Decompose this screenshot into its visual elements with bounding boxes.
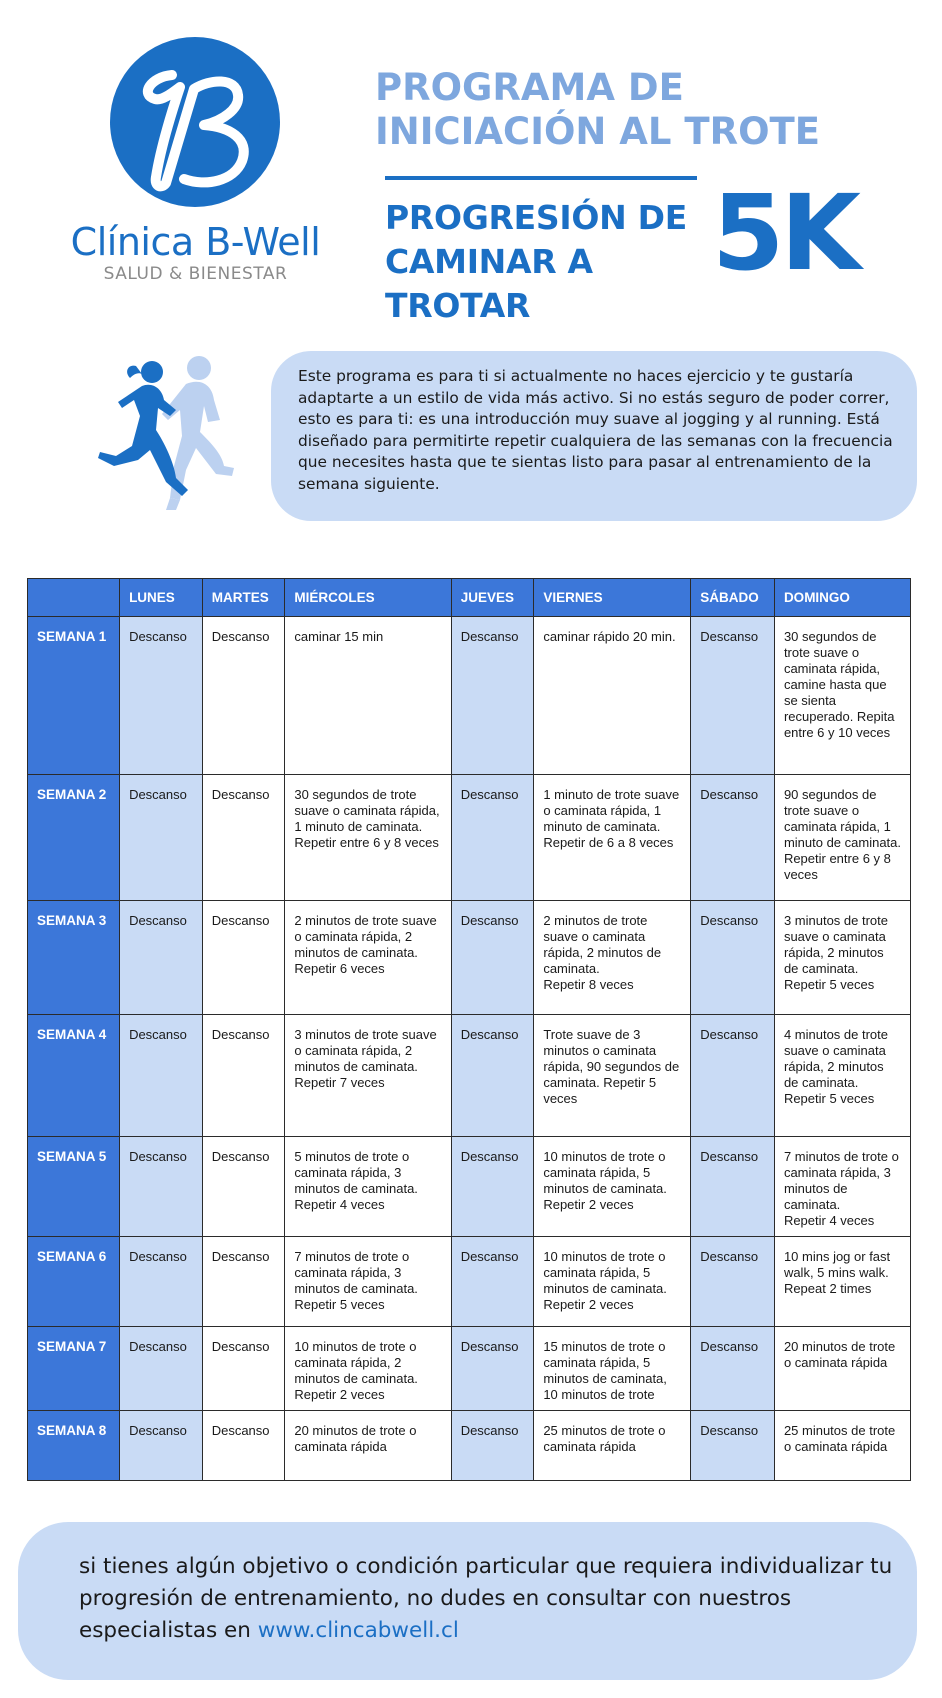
cell-viernes: 10 minutos de trote o caminata rápida, 5 minutos de caminata. Repetir 2 veces: [534, 1137, 691, 1237]
week-label: SEMANA 4: [28, 1015, 120, 1137]
table-row: [28, 1327, 911, 1411]
cell-sabado: Descanso: [691, 1327, 775, 1411]
program-subtitle-line1: PROGRESIÓN DE: [385, 198, 687, 237]
cell-sabado: Descanso: [691, 775, 775, 901]
cell-domingo: 4 minutos de trote suave o caminata rápida, 2 minutos de caminata. Repetir 5 veces: [774, 1015, 910, 1137]
program-title-line1: PROGRAMA DE: [375, 66, 684, 109]
intro-text: Este programa es para ti si actualmente no haces ejercicio y te gustaría adaptarte a un estilo de vida más activo. Si no estás seguro de poder correr, esto es para ti: es una introducción muy suave al jogging y al running. Está diseñado para permitirte repetir cualquiera de las semanas con la frecuencia que necesites hasta que te sientas listo para pasar al entrenamiento de la semana siguiente.: [298, 367, 893, 493]
cell-miercoles: 10 minutos de trote o caminata rápida, 2 minutos de caminata. Repetir 2 veces: [285, 1327, 451, 1411]
b-letter-icon: [110, 37, 280, 207]
brand-name: Clínica B-Well: [70, 220, 321, 264]
table-row: [28, 1015, 911, 1137]
header-jueves: JUEVES: [451, 579, 534, 617]
cell-lunes: Descanso: [120, 1411, 203, 1481]
cell-martes: Descanso: [202, 1137, 285, 1237]
cell-viernes: 2 minutos de trote suave o caminata rápida, 2 minutos de caminata. Repetir 8 veces: [534, 901, 691, 1015]
table-row: [28, 1411, 911, 1481]
cell-viernes: 10 minutos de trote o caminata rápida, 5 minutos de caminata. Repetir 2 veces: [534, 1237, 691, 1327]
table-row: [28, 1237, 911, 1327]
header-miercoles: MIÉRCOLES: [285, 579, 451, 617]
week-label: SEMANA 8: [28, 1411, 120, 1481]
cell-jueves: Descanso: [451, 1237, 534, 1327]
cell-miercoles: 30 segundos de trote suave o caminata rápida, 1 minuto de caminata. Repetir entre 6 y 8 veces: [285, 775, 451, 901]
cell-miercoles: 5 minutos de trote o caminata rápida, 3 minutos de caminata. Repetir 4 veces: [285, 1137, 451, 1237]
cell-domingo: 7 minutos de trote o caminata rápida, 3 minutos de caminata. Repetir 4 veces: [774, 1137, 910, 1237]
cell-jueves: Descanso: [451, 1137, 534, 1237]
cell-domingo: 20 minutos de trote o caminata rápida: [774, 1327, 910, 1411]
week-label: SEMANA 3: [28, 901, 120, 1015]
cell-martes: Descanso: [202, 1411, 285, 1481]
cell-lunes: Descanso: [120, 1137, 203, 1237]
cell-lunes: Descanso: [120, 1327, 203, 1411]
footer-text: [79, 1551, 899, 1647]
clinic-logo: [110, 37, 280, 207]
header-martes: MARTES: [202, 579, 285, 617]
week-label: SEMANA 2: [28, 775, 120, 901]
header-sabado: SÁBADO: [691, 579, 775, 617]
header-empty: [28, 579, 120, 617]
cell-martes: Descanso: [202, 1237, 285, 1327]
cell-miercoles: 7 minutos de trote o caminata rápida, 3 minutos de caminata. Repetir 5 veces: [285, 1237, 451, 1327]
cell-lunes: Descanso: [120, 1237, 203, 1327]
cell-viernes: Trote suave de 3 minutos o caminata rápida, 90 segundos de caminata. Repetir 5 veces: [534, 1015, 691, 1137]
cell-martes: Descanso: [202, 617, 285, 775]
cell-domingo: 90 segundos de trote suave o caminata rápida, 1 minuto de caminata. Repetir entre 6 y 8 veces: [774, 775, 910, 901]
distance-badge: 5K: [712, 172, 857, 294]
header-domingo: DOMINGO: [774, 579, 910, 617]
brand-tagline: SALUD & BIENESTAR: [103, 264, 288, 284]
cell-jueves: Descanso: [451, 1411, 534, 1481]
cell-domingo: 3 minutos de trote suave o caminata rápida, 2 minutos de caminata. Repetir 5 veces: [774, 901, 910, 1015]
cell-martes: Descanso: [202, 1015, 285, 1137]
cell-miercoles: 20 minutos de trote o caminata rápida: [285, 1411, 451, 1481]
cell-domingo: 30 segundos de trote suave o caminata rápida, camine hasta que se sienta recuperado. Repita entre 6 y 10 veces: [774, 617, 910, 775]
cell-miercoles: caminar 15 min: [285, 617, 451, 775]
cell-sabado: Descanso: [691, 901, 775, 1015]
header-viernes: VIERNES: [534, 579, 691, 617]
training-plan-table: [27, 578, 911, 1481]
cell-sabado: Descanso: [691, 1237, 775, 1327]
cell-martes: Descanso: [202, 901, 285, 1015]
cell-miercoles: 2 minutos de trote suave o caminata rápida, 2 minutos de caminata. Repetir 6 veces: [285, 901, 451, 1015]
table-row: [28, 1137, 911, 1237]
cell-sabado: Descanso: [691, 1411, 775, 1481]
cell-domingo: 10 mins jog or fast walk, 5 mins walk. Repeat 2 times: [774, 1237, 910, 1327]
table-row: [28, 775, 911, 901]
cell-lunes: Descanso: [120, 775, 203, 901]
week-label: SEMANA 5: [28, 1137, 120, 1237]
week-label: SEMANA 7: [28, 1327, 120, 1411]
footer-message: si tienes algún objetivo o condición particular que requiera individualizar tu progresión de entrenamiento, no dudes en consultar con nuestros especialistas en: [79, 1554, 893, 1643]
cell-viernes: 25 minutos de trote o caminata rápida: [534, 1411, 691, 1481]
cell-lunes: Descanso: [120, 901, 203, 1015]
program-subtitle: [385, 196, 715, 328]
table-row: [28, 901, 911, 1015]
table-header-row: [28, 579, 911, 617]
title-divider: [385, 176, 697, 180]
cell-sabado: Descanso: [691, 1137, 775, 1237]
website-link[interactable]: www.clincabwell.cl: [257, 1618, 459, 1643]
cell-jueves: Descanso: [451, 775, 534, 901]
cell-viernes: 15 minutos de trote o caminata rápida, 5 minutos de caminata, 10 minutos de trote: [534, 1327, 691, 1411]
cell-lunes: Descanso: [120, 1015, 203, 1137]
cell-lunes: Descanso: [120, 617, 203, 775]
header-lunes: LUNES: [120, 579, 203, 617]
cell-jueves: Descanso: [451, 1327, 534, 1411]
cell-jueves: Descanso: [451, 617, 534, 775]
program-title: [375, 66, 855, 154]
cell-martes: Descanso: [202, 1327, 285, 1411]
cell-domingo: 25 minutos de trote o caminata rápida: [774, 1411, 910, 1481]
runners-icon: [84, 350, 249, 520]
program-title-line2: INICIACIÓN AL TROTE: [375, 110, 821, 153]
table-row: [28, 617, 911, 775]
program-subtitle-line2: CAMINAR A TROTAR: [385, 242, 593, 325]
cell-sabado: Descanso: [691, 617, 775, 775]
cell-sabado: Descanso: [691, 1015, 775, 1137]
week-label: SEMANA 6: [28, 1237, 120, 1327]
week-label: SEMANA 1: [28, 617, 120, 775]
cell-martes: Descanso: [202, 775, 285, 901]
cell-jueves: Descanso: [451, 1015, 534, 1137]
cell-jueves: Descanso: [451, 901, 534, 1015]
cell-viernes: 1 minuto de trote suave o caminata rápida, 1 minuto de caminata. Repetir de 6 a 8 veces: [534, 775, 691, 901]
cell-viernes: caminar rápido 20 min.: [534, 617, 691, 775]
cell-miercoles: 3 minutos de trote suave o caminata rápida, 2 minutos de caminata. Repetir 7 veces: [285, 1015, 451, 1137]
